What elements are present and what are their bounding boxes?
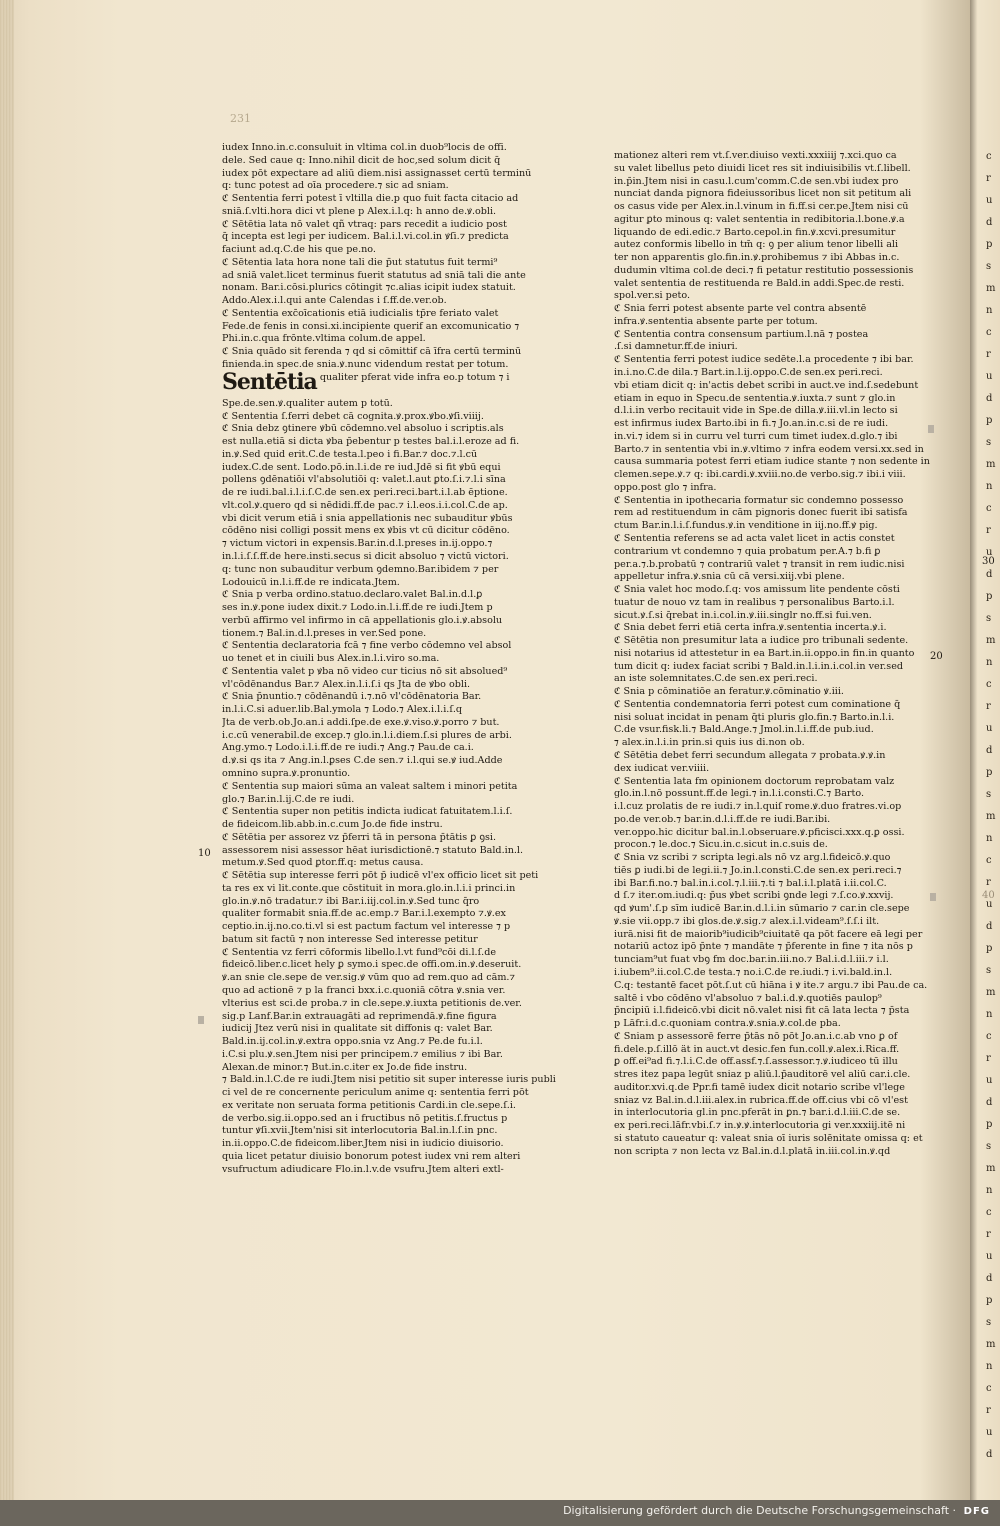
text-line: ex veritate non seruata forma petitionis Cardi.in cle.sepe.ſ.i. — [222, 1099, 516, 1111]
text-line: ibi Bar.fi.no.⁊ bal.in.i.col.⁊.l.iii.⁊.ti ⁊ bal.i.l.platā i.ii.col.C. — [614, 877, 887, 889]
facing-page-glyph: c — [986, 855, 992, 866]
text-line: C.de vsur.fisk.li.⁊ Bald.Ange.⁊ Jmol.in.l.i.ff.de pub.iud. — [614, 724, 874, 736]
facing-page-glyph: r — [986, 1405, 991, 1416]
text-column-left — [222, 142, 587, 1176]
text-line: ℭ Snia debz ꝯtinere ꝟbū cōdemno.vel absoluo i scriptis.als — [222, 423, 504, 435]
text-line: ℭ Sententia valet p ꝟba nō video cur ticius nō sit absolued⁹ — [222, 665, 508, 677]
text-line: ℭ Snia vz scribi ⁊ scripta legi.als nō vz arg.l.fideicō.ꝟ.quo — [614, 852, 891, 864]
text-line: Jta de verb.ob.Jo.an.i addi.ſpe.de exe.ꝟ.viso.ꝟ.porro ⁊ but. — [222, 716, 500, 728]
facing-page-glyph: u — [986, 899, 993, 910]
facing-page-glyph: u — [986, 547, 993, 558]
text-line: Spe.de.sen.ꝟ.qualiter autem p totū. — [222, 397, 393, 409]
text-line: tionem.⁊ Bal.in.d.l.preses in ver.Sed pone. — [222, 627, 427, 639]
text-line: i.l.cuz prolatis de re iudi.⁊ in.l.quiſ rome.ꝟ.duo fratres.vi.op — [614, 801, 902, 813]
text-line: ci vel de re concernente periculum anime q: sententia ferri pōt — [222, 1087, 529, 1099]
text-line: ⁊ alex.in.l.i.in prin.si quis ius di.non ob. — [614, 737, 805, 749]
facing-page-glyph: n — [986, 657, 993, 668]
facing-page-glyph: r — [986, 1229, 991, 1240]
text-line: in interlocutoria gl.in pnc.pferāt in ꝑn.⁊ bar.i.d.l.iii.C.de se. — [614, 1107, 901, 1119]
text-line: spol.ver.si peto. — [614, 290, 691, 302]
text-line: est nulla.etiā si dicta ꝟba p̄ebentur p testes bal.i.l.eroze ad fi. — [222, 436, 520, 448]
text-line: per.a.⁊.b.probatū ⁊ contrariū valet ⁊ transit in rem iudic.nisi — [614, 558, 905, 570]
text-line: glo.in.l.nō possunt.ff.de legi.⁊ in.l.i.consti.C.⁊ Barto. — [614, 788, 865, 800]
text-line: ℭ Sententia ferri potest ī vltilla die.p quo fuit facta citacio ad — [222, 193, 519, 205]
margin-mark — [930, 893, 936, 901]
page-edge-left — [0, 0, 14, 1500]
facing-page-glyph: u — [986, 1251, 993, 1262]
text-line: in.ꝟ.Sed quid erit.C.de testa.l.peo i fi.Bar.⁊ doc.⁊.l.cū — [222, 448, 478, 460]
facing-page-glyph: n — [986, 1009, 993, 1020]
facing-page-glyph: m — [986, 1163, 996, 1174]
text-line: qualiter pferat vide infra eo.p totum ⁊ i — [319, 371, 510, 383]
text-line: i.c.cū venerabil.de excep.⁊ glo.in.l.i.diem.ſ.si plures de arbi. — [222, 729, 512, 741]
text-line: pollens ꝯdēnatiōi vl'absolutiōi q: valet.l.aut ꝑto.ſ.i.⁊.l.i sīna — [222, 474, 506, 486]
text-line: appelletur infra.ꝟ.snia cū cā versi.xiij.vbi plene. — [614, 571, 845, 583]
text-line: ℭ Snia debet ferri etiā certa infra.ꝟ.sententia incerta.ꝟ.i. — [614, 622, 887, 634]
text-line: Addo.Alex.i.l.qui ante Calendas i ſ.ff.de.ver.ob. — [222, 295, 447, 307]
facing-page-glyph: d — [986, 921, 993, 932]
text-line: ℭ Sententia sup maiori sūma an valeat saltem i minori petita — [222, 780, 518, 792]
facing-page-glyph: s — [986, 965, 992, 976]
text-line: i.C.si plu.ꝟ.sen.Jtem nisi per principem.⁊ emilius ⁊ ibi Bar. — [222, 1048, 503, 1060]
text-line: Fede.de fenis in consi.xi.incipiente querif an excomunicatio ⁊ — [222, 320, 520, 332]
text-line: ver.oppo.hic dicitur bal.in.l.obseruare.ꝟ.pficisci.xxx.q.ꝑ ossi. — [614, 826, 905, 838]
text-line: ℭ Sententia vz ferri cōformis libello.l.vt fund⁹cōi di.l.ſ.de — [222, 946, 497, 958]
text-line: saltē i vbo cōdēno vl'absoluo ⁊ bal.i.d.ꝟ.quotiēs paulop⁹ — [614, 992, 882, 1004]
text-line: valet sententia de restituenda re Bald.in addi.Spec.de resti. — [614, 277, 905, 289]
facing-page-glyph: c — [986, 327, 992, 338]
facing-page-glyph: s — [986, 261, 992, 272]
text-line: vbi dicit verum etiā i snia appellationis nec subauditur ꝟbūs — [222, 512, 513, 524]
text-line: ℭ Sententia ſ.ferri debet cā cognita.ꝟ.prox.ꝟbo.ꝟſi.viiij. — [222, 410, 484, 422]
text-line: autez conformis libello in tm̄ q: ꝯ per alium tenor libelli ali — [614, 239, 899, 251]
text-line: in.l.i.C.si aduer.lib.Bal.ymola ⁊ Lodo.⁊ Alex.i.l.i.ſ.q — [222, 704, 463, 716]
facing-page-glyph: d — [986, 1449, 993, 1460]
text-line: po.de ver.ob.⁊ bar.in.d.l.i.ff.de re iudi.Bar.ibi. — [614, 813, 831, 825]
text-line: de verbo.sig.ii.oppo.sed an i fructibus nō petitis.ſ.fructus p — [222, 1112, 508, 1124]
text-line: q̄ incepta est legi per iudicem. Bal.i.l.vi.col.in ꝟſi.⁊ predicta — [222, 231, 509, 243]
text-line: ℭ Snia p cōminatiōe an feratur.ꝟ.cōminatio ꝟ.iii. — [614, 686, 844, 698]
text-line: ꝟ.sie vii.opp.⁊ ibi glos.de.ꝟ.sig.⁊ alex.i.l.videam⁹.ſ.ſ.i ilt. — [614, 915, 880, 927]
text-line: iurā.nisi fit de maiorib⁹iudicib⁹ciuitatē qa pōt facere eā legi per — [614, 928, 923, 940]
text-line: tunciam⁹ut fuat vbꝯ fm doc.bar.in.iii.no.⁊ Bal.i.d.l.iii.⁊ i.l. — [614, 954, 889, 966]
facing-page-glyph: n — [986, 481, 993, 492]
facing-page-glyph: s — [986, 789, 992, 800]
text-line: ta res ex vi lit.conte.que cōstituit in mora.glo.in.l.i.i princi.in — [222, 882, 516, 894]
facing-page-glyph: m — [986, 283, 996, 294]
text-line: ter non apparentis glo.fin.in.ꝟ.prohibemus ⁊ ibi Abbas in.c. — [614, 252, 900, 264]
text-line: ℭ Snia ferri potest absente parte vel contra absentē — [614, 303, 867, 315]
text-line: iudex pōt expectare ad aliū diem.nisi assignasset certū terminū — [222, 167, 532, 179]
text-line: ℭ Snia valet hoc modo.ſ.q: vos amissum lite pendente cōsti — [614, 584, 900, 596]
text-line: nisi soluat incidat in penam q̄ti pluris glo.fin.⁊ Barto.in.l.i. — [614, 711, 895, 723]
facing-page-glyph: n — [986, 833, 993, 844]
text-line: faciunt ad.q.C.de his que pe.no. — [222, 244, 376, 256]
text-line: ℭ Snia p verba ordino.statuo.declaro.valet Bal.in.d.l.ꝑ — [222, 589, 483, 601]
margin-number-40: 40 — [982, 890, 995, 901]
facing-page-glyph: d — [986, 1097, 993, 1108]
text-line: ꝟ.an snie cle.sepe de ver.sig.ꝟ vūm quo ad rem.quo ad cām.⁊ — [222, 972, 515, 984]
text-line: sicut.ꝟ.ſ.si q̄rebat in.i.col.in.ꝟ.iii.singlr no.ff.si fui.ven. — [614, 609, 872, 621]
text-line: tuntur ꝟſi.xvii.Jtem'nisi sit interlocutoria Bal.in.l.ſ.in pnc. — [222, 1125, 498, 1137]
text-line: iudicij Jtez verū nisi in qualitate sit diffonis q: valet Bar. — [222, 1023, 493, 1035]
text-line: ad sniā valet.licet terminus fuerit statutus ad sniā tali die ante — [222, 269, 526, 281]
facing-page-glyph: m — [986, 1339, 996, 1350]
facing-page-glyph: u — [986, 1427, 993, 1438]
facing-page-glyph: c — [986, 1031, 992, 1042]
text-line: non scripta ⁊ non lecta vz Bal.in.d.l.platā in.iii.col.in.ꝟ.qd — [614, 1145, 891, 1157]
facing-page-glyph: s — [986, 613, 992, 624]
text-line: in.i.no.C.de dila.⁊ Bart.in.l.ij.oppo.C.de sen.ex peri.reci. — [614, 367, 883, 379]
heading-line — [222, 372, 587, 398]
text-line: liquando de edi.edic.⁊ Barto.cepol.in fin.ꝟ.xcvi.presumitur — [614, 226, 896, 238]
text-line: q: tunc non subauditur verbum ꝯdemno.Bar.ibidem ⁊ per — [222, 563, 499, 575]
margin-mark — [928, 425, 934, 433]
text-line: ℭ Sētentia lata hora none tali die p̄ut statutus fuit termi⁹ — [222, 256, 498, 268]
text-line: sniā.ſ.vlti.hora dici vt plene p Alex.i.l.q: h anno de.ꝟ.obli. — [222, 205, 497, 217]
page-number: 231 — [230, 112, 251, 125]
facing-page-glyph: r — [986, 877, 991, 888]
text-line: causa summaria potest ferri etiam iudice stante ⁊ non sedente in — [614, 456, 930, 468]
facing-page-glyph: n — [986, 305, 993, 316]
text-line: Ang.ymo.⁊ Lodo.i.l.i.ff.de re iudi.⁊ Ang.⁊ Pau.de ca.i. — [222, 742, 474, 754]
text-line: contrarium vt condemno ⁊ quia probatum per.A.⁊ b.fi ꝑ — [614, 545, 881, 557]
facing-page-glyph: p — [986, 415, 993, 426]
facing-page-glyph: s — [986, 1141, 992, 1152]
facing-page-glyph: r — [986, 349, 991, 360]
facing-page-glyph: r — [986, 525, 991, 536]
text-line: glo.in.ꝟ.nō tradatur.⁊ ibi Bar.i.iij.col.in.ꝟ.Sed tunc q̄ro — [222, 895, 480, 907]
text-line: .ſ.si damnetur.ff.de iniuri. — [614, 341, 738, 353]
text-line: vbi etiam dicit q: in'actis debet scribi in auct.ve ind.ſ.sedebunt — [614, 379, 919, 391]
text-line: os casus vide per Alex.in.l.vinum in fi.ff.si cer.pe.Jtem nisi cū — [614, 201, 909, 213]
facing-page-glyph: u — [986, 195, 993, 206]
facing-page-glyph: c — [986, 1383, 992, 1394]
text-line: in.p̄in.Jtem nisi in casu.l.cum'comm.C.de sen.vbi iudex pro — [614, 175, 899, 187]
text-line: oppo.post glo ⁊ infra. — [614, 481, 717, 493]
facing-page-glyph: r — [986, 1053, 991, 1064]
text-line: ℭ Sententia contra consensum partium.l.nā ⁊ postea — [614, 328, 869, 340]
facing-page-glyph: m — [986, 811, 996, 822]
text-line: uo tenet et in ciuili bus Alex.in.l.i.viro so.ma. — [222, 653, 440, 665]
text-line: p̄ncipiū i.l.fideicō.vbi dicit nō.valet nisi fit cā lata lecta ⁊ p̄sta — [614, 1005, 910, 1017]
heading-word: Sentētia — [222, 371, 317, 395]
text-line: ℭ Sententia declaratoria fcā ⁊ fine verbo cōdemno vel absol — [222, 640, 512, 652]
text-line: dudumin vltima col.de deci.⁊ fi petatur restitutio possessionis — [614, 264, 914, 276]
text-line: vlt.col.ꝟ.quero qd si nēdidi.ff.de pac.⁊ i.l.eos.i.i.col.C.de ap. — [222, 499, 508, 511]
text-line: agitur ꝑto minous q: valet sententia in redibitoria.l.bone.ꝟ.a — [614, 213, 905, 225]
facing-page-glyph: n — [986, 1185, 993, 1196]
text-line: ex peri.reci.lāfr.vbi.ſ.⁊ in.ꝟ.ꝟ.interlocutoria gi ver.xxxiij.itē ni — [614, 1120, 906, 1132]
facing-page-glyph: c — [986, 1207, 992, 1218]
text-line: assessorem nisi assessor hēat iurisdictionē.⁊ statuto Bald.in.l. — [222, 844, 524, 856]
text-line: ℭ Sententia in ipothecaria formatur sic condemno possesso — [614, 494, 904, 506]
text-line: ℭ Snia quādo sit ferenda ⁊ qd si cōmittif cā īfra certū terminū — [222, 346, 522, 358]
text-line: fideicō.liber.c.licet hely ꝑ symo.i spec.de offi.om.in.ꝟ.deseruit. — [222, 959, 522, 971]
text-line: procon.⁊ le.doc.⁊ Sicu.in.c.sicut in.c.suis de. — [614, 839, 828, 851]
text-line: stres itez papa legūt sniaz p aliū.l.p̄auditorē vel aliū car.i.cle. — [614, 1069, 911, 1081]
text-line: ℭ Sententia ferri potest iudice sedēte.l.a procedente ⁊ ibi bar. — [614, 354, 914, 366]
text-line: auditor.xvi.q.de Ppr.fi tamē iudex dicit notario scribe vl'lege — [614, 1081, 905, 1093]
text-line: mationez alteri rem vt.ſ.ver.diuiso vexti.xxxiiij ⁊.xci.quo ca — [614, 150, 897, 161]
text-line: d.l.i.in verbo recitauit vide in Spe.de dilla.ꝟ.iii.vl.in lecto si — [614, 405, 898, 417]
margin-number-10: 10 — [198, 848, 211, 859]
facing-page-glyph: u — [986, 723, 993, 734]
facing-page-glyph: c — [986, 679, 992, 690]
text-line: nisi notarius id attestetur in ea Bart.in.ii.oppo.in fin.in quanto — [614, 647, 915, 659]
facing-page-glyph: n — [986, 1361, 993, 1372]
text-line: ⁊ Bald.in.l.C.de re iudi.Jtem nisi petitio sit super interesse iuris publi — [222, 1074, 556, 1086]
text-line: qd ꝟum'.ſ.p sīm iudicē Bar.in.d.l.i.in sūmario ⁊ car.in cle.sepe — [614, 903, 910, 915]
text-line: C.q: testantē facet pōt.ſ.ut cū hiāna i ꝟ ite.⁊ argu.⁊ ibi Pau.de ca. — [614, 979, 928, 991]
text-line: quo ad actionē ⁊ p la franci bxx.i.c.quoniā cōtra ꝟ.snia ver. — [222, 985, 506, 996]
text-line: Lodouicū in.l.i.ff.de re indicata.Jtem. — [222, 576, 400, 588]
text-line: metum.ꝟ.Sed quod ꝑtor.ff.q: metus causa. — [222, 857, 424, 869]
facing-page-glyph: p — [986, 943, 993, 954]
text-line: de fideicom.lib.abb.in.c.cum Jo.de fide instru. — [222, 819, 443, 831]
text-line: ℭ Sententia referens se ad acta valet licet in actis constet — [614, 532, 895, 544]
text-line: ℭ Sētētia sup interesse ferri pōt p̄ iudicē vl'ex officio licet sit peti — [222, 870, 539, 882]
facing-page-glyph: c — [986, 151, 992, 162]
text-line: finienda.in spec.de snia.ꝟ.nunc videndum restat per totum. — [222, 359, 509, 371]
text-line: nonam. Bar.i.cōsi.plurics cōtingit ⁊c.alias icipit iudex statuit. — [222, 282, 516, 294]
text-line: dex iudicat ver.viiii. — [614, 762, 710, 774]
text-line: ℭ Sententia lata fm opinionem doctorum reprobatam valz — [614, 775, 895, 787]
text-line: ceptio.in.ij.no.co.ti.vl si est pactum factum vel interesse ⁊ p — [222, 921, 511, 933]
text-line: ℭ Sētētia lata nō valet qñ vtraq: pars recedit a iudicio post — [222, 218, 507, 230]
text-line: tum dicit q: iudex faciat scribi ⁊ Bald.in.l.i.in.i.col.in ver.sed — [614, 660, 904, 672]
facing-page-glyph: d — [986, 1273, 993, 1284]
footer-bar — [0, 1500, 1000, 1526]
text-line: etiam in equo in Specu.de sententia.ꝟ.iuxta.⁊ sunt ⁊ glo.in — [614, 392, 896, 404]
text-line: ℭ Snia p̄nuntio.⁊ cōdēnandū i.⁊.nō vl'cōdēnatoria Bar. — [222, 691, 482, 703]
facing-page-glyph: u — [986, 371, 993, 382]
margin-mark — [198, 1016, 204, 1024]
facing-page-edge — [970, 0, 1000, 1500]
text-line: ℭ Sententia condemnatoria ferri potest cum cominatione q̄ — [614, 698, 901, 710]
margin-number-20: 20 — [930, 651, 943, 662]
text-line: verbū affirmo vel infirmo in cā appellationis glo.i.ꝟ.absolu — [222, 614, 503, 626]
text-column-right — [614, 150, 944, 1158]
text-line: ℭ Sētētia per assorez vz p̄ferri tā in persona p̄tātis ꝑ ꝯsi. — [222, 831, 497, 843]
text-line: Phi.in.c.qua frōnte.vltima colum.de appel. — [222, 333, 426, 345]
text-line: an iste solemnitates.C.de sen.ex peri.reci. — [614, 673, 818, 685]
text-line: sniaz vz Bal.in.d.l.iii.alex.in rubrica.ff.de off.cius vbi cō vl'est — [614, 1094, 908, 1106]
text-line: de re iudi.bal.i.l.i.ſ.C.de sen.ex peri.reci.bart.i.l.ab ēptione. — [222, 487, 508, 499]
text-line: clemen.sepe.ꝟ.⁊ q: ibi.cardi.ꝟ.xviii.no.de verbo.sig.⁊ ibi.i viii. — [614, 469, 906, 481]
text-line: iudex.C.de sent. Lodo.pō.in.l.i.de re iud.Jdē si fit ꝟbū equi — [222, 461, 501, 473]
text-line: quia licet petatur diuisio bonorum potest iudex vni rem alteri — [222, 1150, 521, 1162]
text-line: in.vi.⁊ idem si in curru vel turri cum timet iudex.d.glo.⁊ ibi — [614, 430, 898, 442]
text-line: dele. Sed caue q: Inno.nihil dicit de hoc,sed solum dicit q̄ — [222, 154, 501, 166]
text-line: omnino supra.ꝟ.pronuntio. — [222, 767, 351, 779]
margin-number-30: 30 — [982, 556, 995, 567]
facing-page-glyph: r — [986, 173, 991, 184]
text-line: Bald.in.ij.col.in.ꝟ.extra oppo.snia vz Ang.⁊ Pe.de fu.i.l. — [222, 1036, 483, 1048]
facing-page-glyph: c — [986, 503, 992, 514]
dfg-logo-icon: DFG — [963, 1506, 990, 1517]
text-line: vlterius est sci.de proba.⁊ in cle.sepe.ꝟ.iuxta petitionis de.ver. — [222, 997, 522, 1009]
text-line: ⁊ victum victori in expensis.Bar.in.d.l.preses in.ij.oppo.⁊ — [222, 538, 493, 550]
facing-page-glyph: r — [986, 701, 991, 712]
text-line: ꝑ off.ei⁹ad fi.⁊.l.i.C.de off.assf.⁊.ſ.assessor.⁊.ꝟ.iudiceo tū illu — [614, 1056, 898, 1068]
text-line: batum sit factū ⁊ non interesse Sed interesse petitur — [222, 933, 478, 945]
text-line: vsufructum adiudicare Flo.in.l.v.de vsufru.Jtem alteri extl- — [222, 1163, 504, 1175]
text-line: q: tunc potest ad oīa procedere.⁊ sic ad sniam. — [222, 180, 449, 192]
text-line: iudex Inno.in.c.consuluit in vltima col.in duob⁹locis de offi. — [222, 142, 507, 153]
facing-page-glyph: m — [986, 635, 996, 646]
text-line: p Lāfr.i.d.c.quoniam contra.ꝟ.snia.ꝟ.col.de pba. — [614, 1018, 841, 1030]
text-line: ℭ Sententia exc̄oīcationis etiā iudicialis tp̄re feriato valet — [222, 307, 499, 319]
text-line: ℭ Sētētia non presumitur lata a iudice pro tribunali sedente. — [614, 635, 909, 647]
text-line: nunciat danda pignora fideiussoribus licet non sit petitum ali — [614, 188, 912, 200]
facing-page-glyph: d — [986, 745, 993, 756]
text-line: cōdēno nisi colligi possit mens ex ꝟbis vt cū dicitur cōdēno. — [222, 525, 510, 537]
text-line: glo.⁊ Bar.in.l.ij.C.de re iudi. — [222, 793, 355, 805]
facing-page-glyph: d — [986, 569, 993, 580]
text-line: fi.dele.p.ſ.illō ät in auct.vt desic.fen fun.coll.ꝟ.alex.i.Rica.ff. — [614, 1043, 900, 1055]
text-line: sig.p Lanf.Bar.in extrauagāti ad reprimendā.ꝟ.fine figura — [222, 1010, 497, 1022]
text-line: vl'cōdēnandus Bar.⁊ Alex.in.l.i.ſ.i qs Jta de ꝟbo obli. — [222, 678, 471, 690]
facing-page-glyph: p — [986, 239, 993, 250]
facing-page-glyph: d — [986, 217, 993, 228]
text-line: d ſ.⁊ iter.om.iudi.q: p̄us ꝟbet scribi ꝯnde legi ⁊.ſ.co.ꝟ.xxvij. — [614, 890, 894, 902]
facing-page-glyph: p — [986, 1119, 993, 1130]
text-line: ℭ Sniam p assessorē ferre p̄tās nō pōt Jo.an.i.c.ab vno ꝑ of — [614, 1030, 898, 1042]
facing-page-glyph: p — [986, 591, 993, 602]
text-line: si statuto caueatur q: valeat snia oī iuris solēnitate omissa q: et — [614, 1132, 923, 1144]
funding-credit: Digitalisierung gefördert durch die Deutsche Forschungsgemeinschaft · — [563, 1504, 956, 1517]
text-line: Barto.⁊ in sententia vbi in.ꝟ.vltimo ⁊ infra eodem versi.xx.sed in — [614, 443, 924, 455]
text-line: ℭ Sententia super non petitis indicta iudicat fatuitatem.l.i.ſ. — [222, 806, 513, 818]
text-line: i.iubem⁹.ii.col.C.de testa.⁊ no.i.C.de re.iudi.⁊ i.vi.bald.in.l. — [614, 967, 893, 978]
facing-page-glyph: u — [986, 1075, 993, 1086]
text-line: ℭ Sētētia debet ferri secundum allegata ⁊ probata.ꝟ.ꝟ.in — [614, 749, 886, 761]
text-line: infra.ꝟ.sententia absente parte per totum. — [614, 315, 818, 327]
text-line: tuatur de nouo vz tam in realibus ⁊ personalibus Barto.i.l. — [614, 596, 895, 608]
text-line: in.l.i.ſ.ſ.ff.de here.insti.secus si dicit absoluo ⁊ victū victori. — [222, 550, 509, 562]
text-line: qualiter formabit snia.ff.de ac.emp.⁊ Bar.i.l.exempto ⁊.ꝟ.ex — [222, 908, 506, 920]
facing-page-glyph: d — [986, 393, 993, 404]
text-line: su valet libellus peto diuidi licet res sit indiuisibilis vt.ſ.libell. — [614, 162, 911, 174]
facing-page-glyph: m — [986, 459, 996, 470]
text-line: ctum Bar.in.l.i.ſ.fundus.ꝟ.in venditione in iij.no.ff.ꝟ pig. — [614, 520, 878, 532]
text-line: rem ad restituendum in cām pignoris donec fuerit ibi satisfa — [614, 507, 908, 519]
text-line: Alexan.de minor.⁊ But.in.c.iter ex Jo.de fide instru. — [222, 1061, 468, 1073]
facing-page-glyph: p — [986, 1295, 993, 1306]
text-line: notariū actoz ipō p̄nte ⁊ mandāte ⁊ p̄ferente in fine ⁊ ita nōs p — [614, 941, 913, 953]
facing-page-glyph: s — [986, 437, 992, 448]
text-line: tiēs ꝑ iudi.bi de legi.ii.⁊ Jo.in.l.consti.C.de sen.ex peri.reci.⁊ — [614, 864, 902, 876]
text-line: ses in.ꝟ.pone iudex dixit.⁊ Lodo.in.l.i.ff.de re iudi.Jtem p — [222, 602, 493, 614]
facing-page-glyph: s — [986, 1317, 992, 1328]
text-line: est infirmus iudex Barto.ibi in fi.⁊ Jo.an.in.c.si de re iudi. — [614, 418, 889, 430]
text-line: in.ii.oppo.C.de fideicom.liber.Jtem nisi in iudicio diuisorio. — [222, 1138, 504, 1150]
text-line: d.ꝟ.si qs ita ⁊ Ang.in.l.ꝑses C.de sen.⁊ i.l.qui se.ꝟ iud.Adde — [222, 755, 503, 767]
facing-page-glyph: p — [986, 767, 993, 778]
facing-page-glyph: m — [986, 987, 996, 998]
